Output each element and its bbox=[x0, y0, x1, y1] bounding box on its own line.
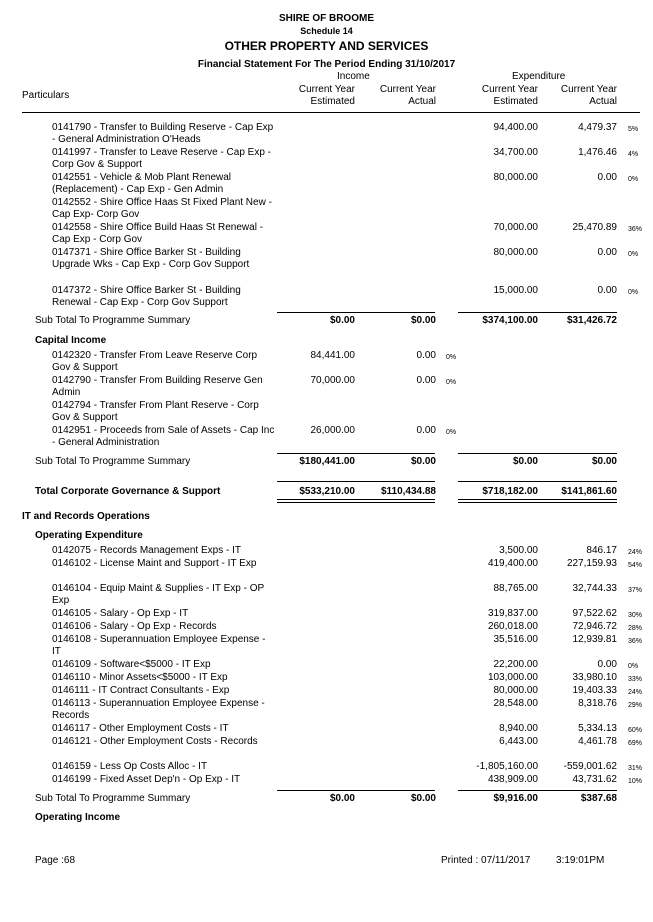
printed-time: 3:19:01PM bbox=[556, 855, 605, 866]
expenditure-actual: 19,403.33 bbox=[572, 685, 617, 696]
income-percent: 0% bbox=[446, 429, 457, 436]
expenditure-percent: 5% bbox=[628, 126, 639, 133]
expenditure-estimated: 35,516.00 bbox=[493, 634, 538, 645]
expenditure-estimated: 28,548.00 bbox=[493, 698, 538, 709]
row-label: 0146111 - IT Contract Consultants - Exp bbox=[52, 685, 230, 696]
expenditure-percent: 28% bbox=[628, 625, 643, 632]
expenditure-percent: 36% bbox=[628, 638, 643, 645]
expenditure-actual: 43,731.62 bbox=[572, 774, 617, 785]
expenditure-actual: 846.17 bbox=[586, 545, 617, 556]
income-estimated: 84,441.00 bbox=[310, 350, 355, 361]
expenditure-estimated: 70,000.00 bbox=[493, 222, 538, 233]
row-label: 0146108 - Superannuation Employee Expense - IT bbox=[52, 634, 266, 657]
page-subtitle: Financial Statement For The Period Ending 31/10/2017 bbox=[197, 59, 456, 70]
income-percent: 0% bbox=[446, 354, 457, 361]
expenditure-estimated: 80,000.00 bbox=[493, 172, 538, 183]
income-estimated: 26,000.00 bbox=[310, 425, 355, 436]
heading-line: Current Year bbox=[379, 84, 436, 95]
income-estimated: $0.00 bbox=[329, 315, 355, 326]
row-label: 0146121 - Other Employment Costs - Records bbox=[52, 736, 258, 747]
expenditure-estimated: 8,940.00 bbox=[499, 723, 538, 734]
expenditure-actual: 4,479.37 bbox=[578, 122, 617, 133]
row-label: 0147372 - Shire Office Barker St - Building Renewal - Cap Exp - Corp Gov Support bbox=[52, 285, 241, 308]
expenditure-percent: 0% bbox=[628, 663, 639, 670]
page-number: Page :68 bbox=[35, 855, 76, 866]
expenditure-actual: 5,334.13 bbox=[578, 723, 617, 734]
income-estimated: $533,210.00 bbox=[299, 486, 355, 497]
row-label: 0141790 - Transfer to Building Reserve - Cap Exp - General Administration O'Heads bbox=[52, 122, 274, 145]
income-estimated: 70,000.00 bbox=[310, 375, 355, 386]
expenditure-estimated: 80,000.00 bbox=[493, 247, 538, 258]
expenditure-actual: 97,522.62 bbox=[572, 608, 617, 619]
expenditure-percent: 60% bbox=[628, 727, 643, 734]
expenditure-estimated: 94,400.00 bbox=[493, 122, 538, 133]
expenditure-estimated: 80,000.00 bbox=[493, 685, 538, 696]
expenditure-percent: 24% bbox=[628, 549, 643, 556]
row-label: 0146102 - License Maint and Support - IT Exp bbox=[52, 558, 257, 569]
expenditure-actual: 12,939.81 bbox=[572, 634, 617, 645]
expenditure-estimated: $374,100.00 bbox=[482, 315, 538, 326]
row-label: 0146113 - Superannuation Employee Expense - Records bbox=[52, 698, 265, 721]
expenditure-total-rule bbox=[458, 481, 617, 482]
expenditure-actual: 0.00 bbox=[597, 172, 617, 183]
income-estimated: $180,441.00 bbox=[299, 456, 355, 467]
expenditure-percent: 10% bbox=[628, 778, 643, 785]
expenditure-actual: 32,744.33 bbox=[572, 583, 617, 594]
expenditure-heading: Expenditure bbox=[512, 71, 566, 82]
row-label: 0142790 - Transfer From Building Reserve Gen Admin bbox=[52, 375, 263, 398]
operating-expenditure-heading: Operating Expenditure bbox=[35, 530, 143, 541]
expenditure-actual-heading bbox=[561, 84, 617, 108]
expenditure-percent: 33% bbox=[628, 676, 643, 683]
income-actual-heading bbox=[380, 84, 436, 108]
row-label: 0146199 - Fixed Asset Dep'n - Op Exp - IT bbox=[52, 774, 241, 785]
row-label: 0142075 - Records Management Exps - IT bbox=[52, 545, 241, 556]
expenditure-percent: 36% bbox=[628, 226, 643, 233]
expenditure-percent: 0% bbox=[628, 176, 639, 183]
expenditure-estimated: 103,000.00 bbox=[487, 672, 538, 683]
expenditure-percent: 54% bbox=[628, 562, 643, 569]
expenditure-percent: 0% bbox=[628, 251, 639, 258]
expenditure-actual: 227,159.93 bbox=[566, 558, 617, 569]
expenditure-percent: 37% bbox=[628, 587, 643, 594]
expenditure-percent: 31% bbox=[628, 765, 643, 772]
expenditure-estimated: 22,200.00 bbox=[493, 659, 538, 670]
income-actual: 0.00 bbox=[416, 350, 436, 361]
expenditure-actual: 1,476.46 bbox=[578, 147, 617, 158]
row-label: 0146105 - Salary - Op Exp - IT bbox=[52, 608, 189, 619]
expenditure-subtotal-rule bbox=[458, 453, 617, 454]
row-label: 0141997 - Transfer to Leave Reserve - Cap Exp - Corp Gov & Support bbox=[52, 147, 272, 170]
income-actual: 0.00 bbox=[416, 375, 436, 386]
income-actual: $0.00 bbox=[410, 315, 436, 326]
page-title: OTHER PROPERTY AND SERVICES bbox=[224, 39, 429, 53]
expenditure-actual: $0.00 bbox=[591, 456, 617, 467]
subtotal-label: Sub Total To Programme Summary bbox=[35, 793, 191, 804]
heading-line: Actual bbox=[589, 96, 617, 107]
operating-income-heading: Operating Income bbox=[35, 812, 121, 823]
expenditure-actual: 8,318.76 bbox=[578, 698, 617, 709]
heading-line: Estimated bbox=[493, 96, 538, 107]
row-label: 0142794 - Transfer From Plant Reserve - Corp Gov & Support bbox=[52, 400, 259, 423]
expenditure-actual: 72,946.72 bbox=[572, 621, 617, 632]
income-percent: 0% bbox=[446, 379, 457, 386]
schedule-number: Schedule 14 bbox=[300, 26, 353, 36]
heading-line: Estimated bbox=[310, 96, 355, 107]
income-total-rule bbox=[277, 481, 435, 482]
row-label: 0142558 - Shire Office Build Haas St Renewal - Cap Exp - Corp Gov bbox=[52, 222, 264, 245]
row-label: 0142951 - Proceeds from Sale of Assets - Cap Inc - General Administration bbox=[52, 425, 275, 448]
expenditure-actual: $141,861.60 bbox=[561, 486, 617, 497]
expenditure-estimated: 88,765.00 bbox=[493, 583, 538, 594]
capital-income-heading: Capital Income bbox=[35, 335, 107, 346]
expenditure-estimated: 419,400.00 bbox=[487, 558, 538, 569]
expenditure-actual: 0.00 bbox=[597, 285, 617, 296]
income-actual: $0.00 bbox=[410, 456, 436, 467]
row-label: 0142551 - Vehicle & Mob Plant Renewal (Replacement) - Cap Exp - Gen Admin bbox=[52, 172, 232, 195]
subtotal-label: Sub Total To Programme Summary bbox=[35, 456, 191, 467]
income-total-double-rule bbox=[277, 499, 435, 503]
header-rule bbox=[22, 112, 640, 113]
expenditure-estimated: 34,700.00 bbox=[493, 147, 538, 158]
expenditure-subtotal-rule bbox=[458, 312, 617, 313]
expenditure-estimated: 15,000.00 bbox=[493, 285, 538, 296]
income-subtotal-rule bbox=[277, 453, 435, 454]
it-section-heading: IT and Records Operations bbox=[22, 511, 150, 522]
expenditure-estimated-heading bbox=[482, 84, 538, 108]
expenditure-actual: 25,470.89 bbox=[572, 222, 617, 233]
income-actual: $110,434.88 bbox=[380, 486, 436, 497]
expenditure-estimated: $9,916.00 bbox=[493, 793, 538, 804]
row-label: 0146159 - Less Op Costs Alloc - IT bbox=[52, 761, 208, 772]
expenditure-estimated: 260,018.00 bbox=[487, 621, 538, 632]
particulars-heading: Particulars bbox=[22, 90, 70, 101]
heading-line: Actual bbox=[408, 96, 436, 107]
expenditure-actual: 0.00 bbox=[597, 247, 617, 258]
expenditure-estimated: 319,837.00 bbox=[487, 608, 538, 619]
expenditure-actual: $387.68 bbox=[580, 793, 617, 804]
income-estimated: $0.00 bbox=[329, 793, 355, 804]
row-label: 0147371 - Shire Office Barker St - Building Upgrade Wks - Cap Exp - Corp Gov Support bbox=[52, 247, 250, 270]
expenditure-total-double-rule bbox=[458, 499, 617, 503]
heading-line: Current Year bbox=[560, 84, 617, 95]
row-label: 0146110 - Minor Assets<$5000 - IT Exp bbox=[52, 672, 228, 683]
row-label: 0146106 - Salary - Op Exp - Records bbox=[52, 621, 217, 632]
heading-line: Current Year bbox=[298, 84, 355, 95]
income-estimated-heading bbox=[299, 84, 355, 108]
expenditure-estimated: 438,909.00 bbox=[487, 774, 538, 785]
income-subtotal-rule bbox=[277, 790, 435, 791]
expenditure-percent: 0% bbox=[628, 289, 639, 296]
expenditure-percent: 30% bbox=[628, 612, 643, 619]
expenditure-estimated: -1,805,160.00 bbox=[476, 761, 538, 772]
row-label: 0146117 - Other Employment Costs - IT bbox=[52, 723, 229, 734]
organisation-name: SHIRE OF BROOME bbox=[278, 13, 374, 24]
expenditure-actual: 0.00 bbox=[597, 659, 617, 670]
expenditure-percent: 69% bbox=[628, 740, 643, 747]
income-subtotal-rule bbox=[277, 312, 435, 313]
subtotal-label: Sub Total To Programme Summary bbox=[35, 315, 191, 326]
expenditure-percent: 24% bbox=[628, 689, 643, 696]
income-actual: 0.00 bbox=[416, 425, 436, 436]
expenditure-actual: -559,001.62 bbox=[563, 761, 617, 772]
expenditure-estimated: $0.00 bbox=[512, 456, 538, 467]
row-label: 0142320 - Transfer From Leave Reserve Corp Gov & Support bbox=[52, 350, 258, 373]
expenditure-percent: 29% bbox=[628, 702, 643, 709]
heading-line: Current Year bbox=[481, 84, 538, 95]
total-label: Total Corporate Governance & Support bbox=[35, 486, 221, 497]
expenditure-actual: 4,461.78 bbox=[578, 736, 617, 747]
expenditure-actual: $31,426.72 bbox=[566, 315, 617, 326]
row-label: 0146104 - Equip Maint & Supplies - IT Exp - OP Exp bbox=[52, 583, 264, 606]
income-actual: $0.00 bbox=[410, 793, 436, 804]
expenditure-subtotal-rule bbox=[458, 790, 617, 791]
expenditure-actual: 33,980.10 bbox=[572, 672, 617, 683]
expenditure-estimated: 3,500.00 bbox=[499, 545, 538, 556]
row-label: 0142552 - Shire Office Haas St Fixed Plant New -Cap Exp- Corp Gov bbox=[52, 197, 272, 220]
row-label: 0146109 - Software<$5000 - IT Exp bbox=[52, 659, 211, 670]
income-heading: Income bbox=[337, 71, 370, 82]
expenditure-percent: 4% bbox=[628, 151, 639, 158]
expenditure-estimated: 6,443.00 bbox=[499, 736, 538, 747]
printed-date: Printed : 07/11/2017 bbox=[441, 855, 531, 866]
expenditure-estimated: $718,182.00 bbox=[482, 486, 538, 497]
